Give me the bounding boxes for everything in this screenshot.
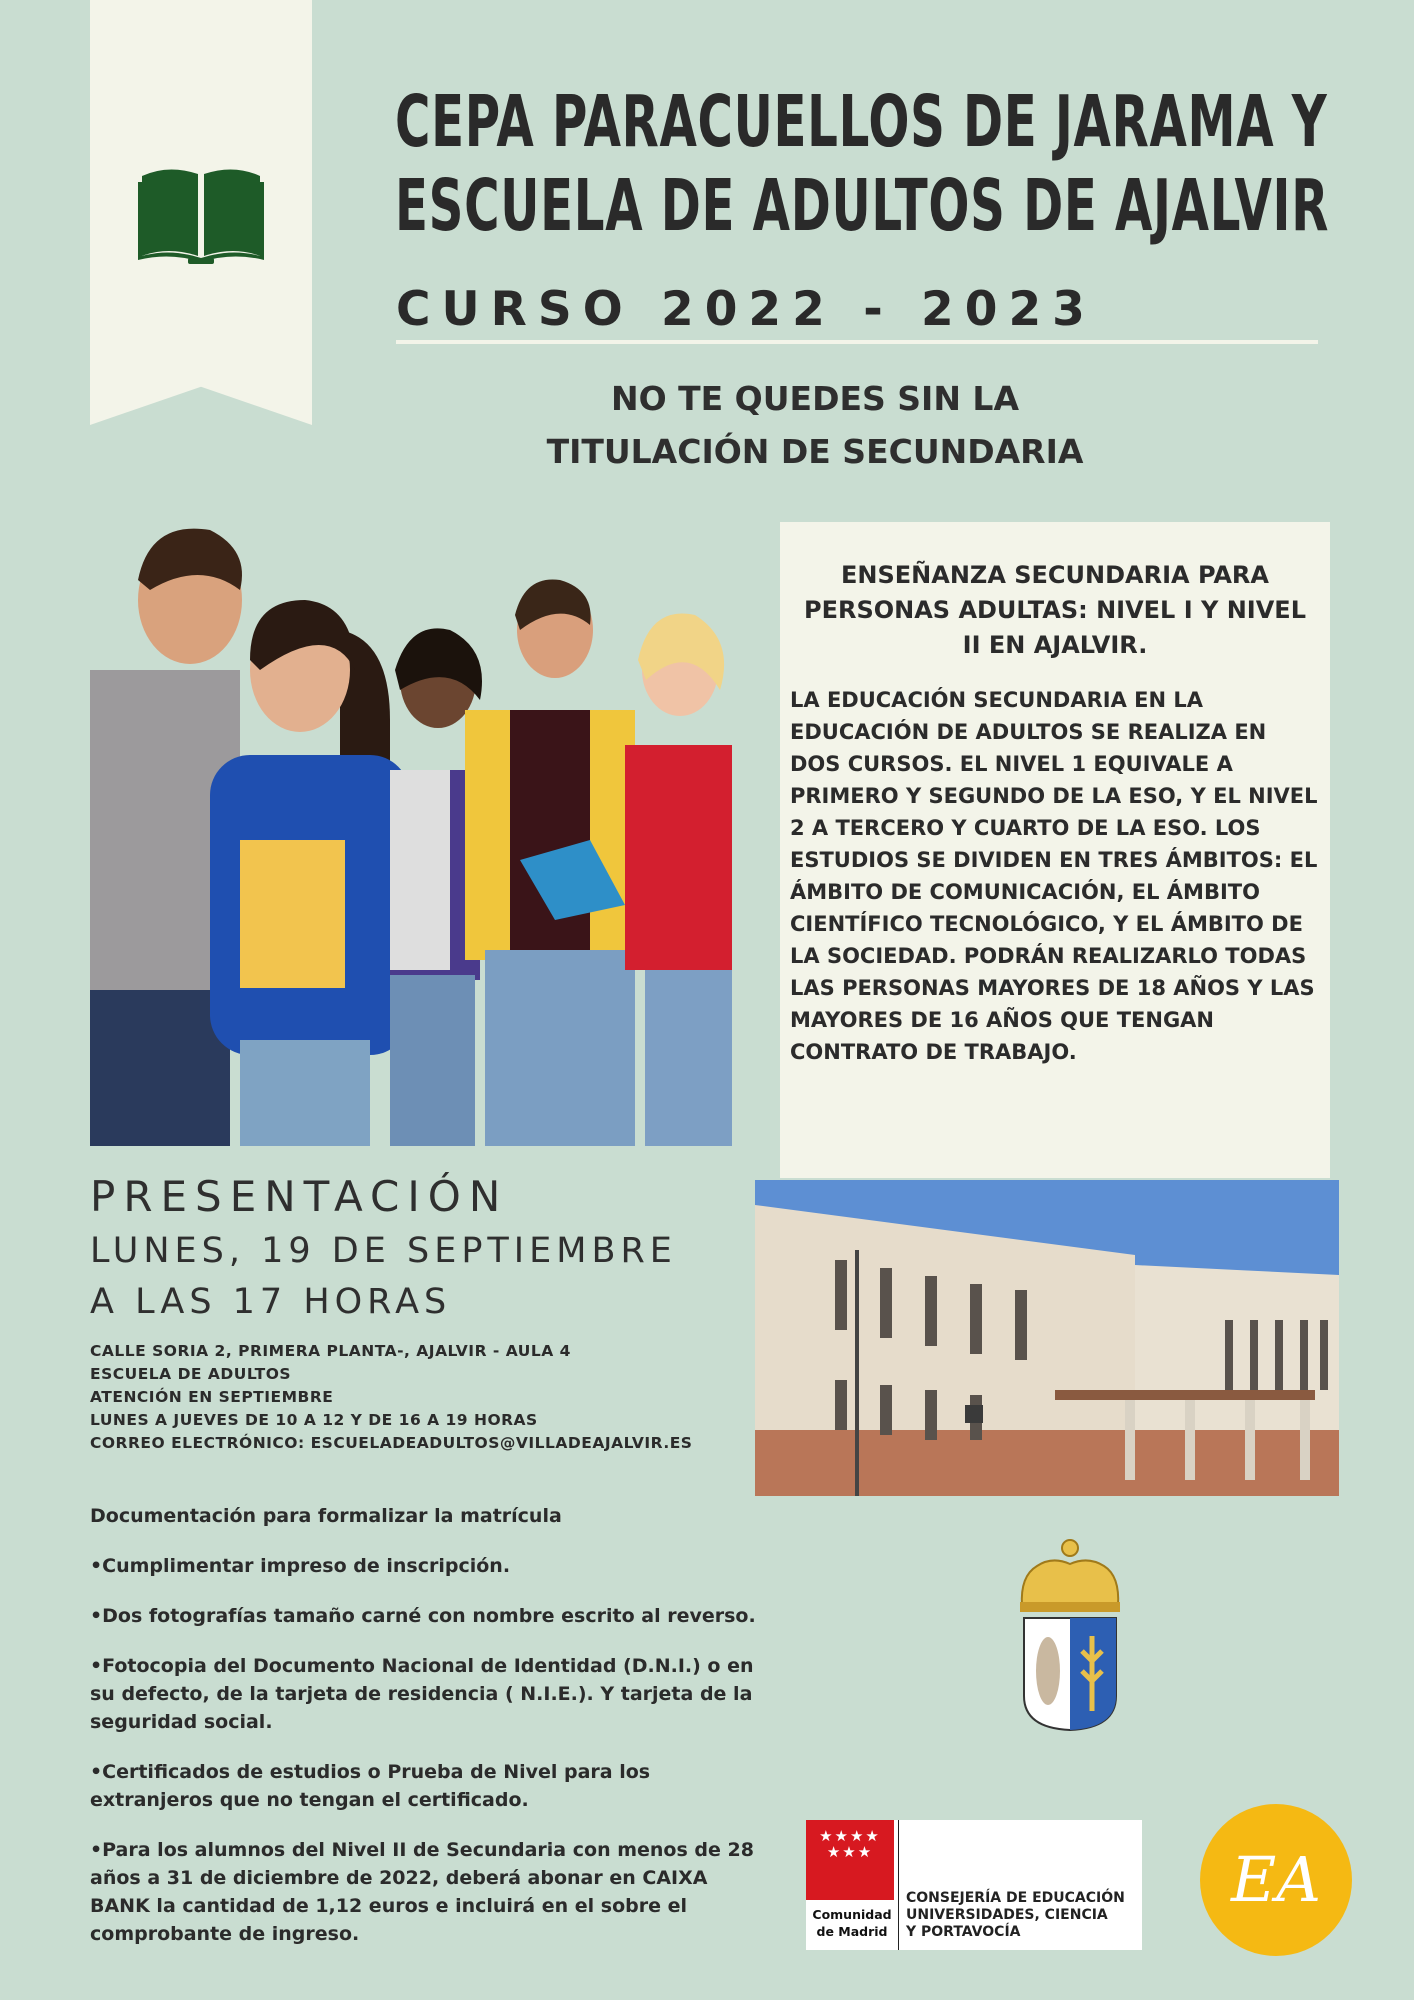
school-building-photo [755,1180,1339,1496]
comunidad-madrid-logo [806,1820,1142,1950]
title-divider [396,340,1318,344]
documentation-item: •Cumplimentar impreso de inscripción. [90,1555,511,1577]
presentation-date: LUNES, 19 DE SEPTIEMBRE [90,1231,677,1271]
presentation-time: A LAS 17 HORAS [90,1282,452,1322]
info-heading: ENSEÑANZA SECUNDARIA PARA PERSONAS ADULTAS: NIVEL I Y NIVEL II EN AJALVIR. [803,561,1306,659]
course-year: CURSO 2022 - 2023 [396,282,1096,337]
documentation-item: •Fotocopia del Documento Nacional de Identidad (D.N.I.) o en su defecto, de la tarjeta de residencia ( N.I.E.). Y tarjeta de la seguridad social. [90,1655,754,1733]
contact-email: CORREO ELECTRÓNICO: ESCUELADEADULTOS@VILLADEAJALVIR.ES [90,1434,693,1452]
escuela-adultos-logo: EA [1200,1804,1352,1956]
slogan-line-2: TITULACIÓN DE SECUNDARIA [546,432,1084,471]
presentation-title: PRESENTACIÓN [90,1172,509,1221]
title-line-2: ESCUELA DE ADULTOS DE AJALVIR [395,164,1330,247]
documentation-item: •Certificados de estudios o Prueba de Nivel para los extranjeros que no tengan el certificado. [90,1761,651,1811]
stars-icon: ★★★★ ★★★ [819,1827,881,1861]
documentation-title: Documentación para formalizar la matrícula [90,1505,562,1527]
contact-line: ATENCIÓN EN SEPTIEMBRE [90,1388,334,1406]
documentation-item: •Para los alumnos del Nivel II de Secundaria con menos de 28 años a 31 de diciembre de 2022, deberá abonar en CAIXA BANK la cantidad de 1,12 euros e incluirá en el sobre el comprobante de ingreso. [90,1839,754,1945]
students-photo [90,520,732,1146]
logo-divider [898,1820,899,1950]
madrid-flag-icon [806,1820,894,1900]
documentation-item: •Dos fotografías tamaño carné con nombre escrito al reverso. [90,1605,756,1627]
department-name: CONSEJERÍA DE EDUCACIÓN UNIVERSIDADES, CIENCIA Y PORTAVOCÍA [906,1890,1125,1940]
madrid-name: Comunidad de Madrid [812,1907,892,1939]
info-card [780,522,1330,1178]
contact-line: LUNES A JUEVES DE 10 A 12 Y DE 16 A 19 HORAS [90,1411,538,1429]
documentation-section [90,1502,770,1970]
page-title [395,80,1330,248]
contact-line: CALLE SORIA 2, PRIMERA PLANTA-, AJALVIR - AULA 4 [90,1342,571,1360]
open-book-icon [138,158,264,266]
contact-line: ESCUELA DE ADULTOS [90,1365,292,1383]
ajalvir-coat-of-arms [1012,1536,1128,1732]
slogan-line-1: NO TE QUEDES SIN LA [610,379,1019,418]
info-body: LA EDUCACIÓN SECUNDARIA EN LA EDUCACIÓN DE ADULTOS SE REALIZA EN DOS CURSOS. EL NIVEL 1 EQUIVALE A PRIMERO Y SEGUNDO DE LA ESO, Y EL NIVEL 2 A TERCERO Y CUARTO DE LA ESO. LOS ESTUDIOS SE DIVIDEN EN TRES ÁMBITOS: EL ÁMBITO DE COMUNICACIÓN, EL ÁMBITO CIENTÍFICO TECNOLÓGICO, Y EL ÁMBITO DE LA SOCIEDAD. PODRÁN REALIZARLO TODAS LAS PERSONAS MAYORES DE 18 AÑOS Y LAS MAYORES DE 16 AÑOS QUE TENGAN CONTRATO DE TRABAJO. [790,688,1318,1064]
title-line-1: CEPA PARACUELLOS DE JARAMA Y [395,80,1328,163]
slogan [440,372,1190,478]
contact-info [90,1340,760,1455]
